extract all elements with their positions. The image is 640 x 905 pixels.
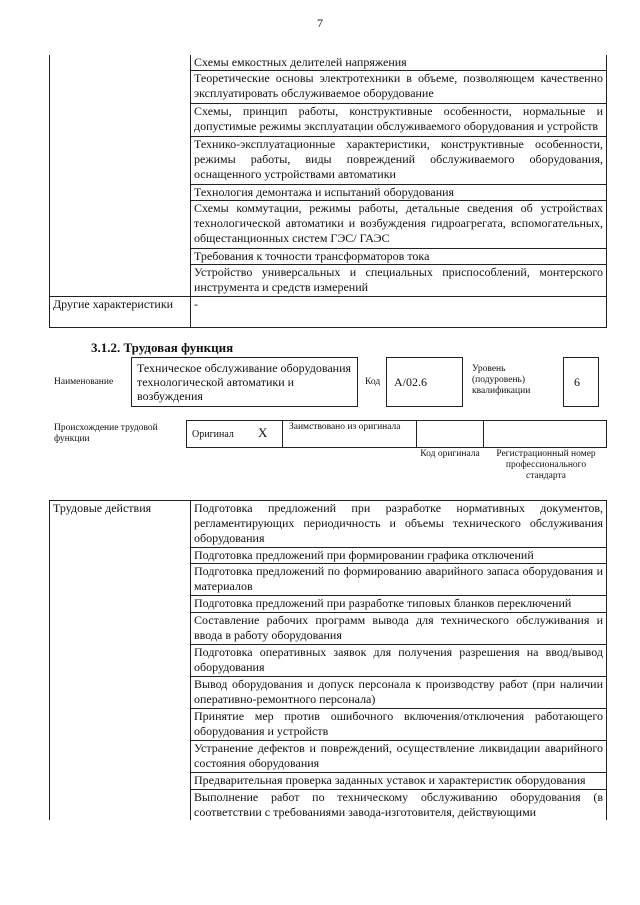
borrowed-label: Заимствовано из оригинала (289, 422, 401, 432)
knowledge-item: Технология демонтажа и испытаний оборудования (191, 185, 607, 201)
labor-action-item: Подготовка предложений при формировании графика отключений (191, 548, 607, 564)
knowledge-item: Схемы, принцип работы, конструктивные особенности, нормальные и допустимые режимы эксплуатации обслуживаемого оборудования и устройств (191, 104, 607, 137)
origin-divider (282, 420, 283, 447)
code-label: Код (365, 377, 381, 387)
page-number: 7 (317, 16, 323, 30)
knowledge-item: Схемы коммутации, режимы работы, детальные сведения об устройствах технологической автоматики и возбуждения гидроагрегата, вспомогательных, общестанционных систем ГЭС/ ГАЭС (191, 201, 607, 249)
function-name: Техническое обслуживание оборудования технологической автоматики и возбуждения (137, 361, 352, 403)
other-characteristics-label: Другие характеристики (50, 297, 191, 328)
qualification-level-label: Уровень (подуровень) квалификации (472, 364, 531, 396)
registration-number-caption: Регистрационный номер профессионального стандарта (496, 449, 596, 481)
knowledge-item: Требования к точности трансформаторов тока (191, 249, 607, 265)
labor-action-item: Подготовка предложений при разработке нормативных документов, регламентирующих периодичность и объемы технического обслуживания оборудования (191, 501, 607, 548)
origin-divider (483, 420, 484, 447)
knowledge-item: Схемы емкостных делителей напряжения (191, 55, 607, 71)
knowledge-label-cell (50, 55, 191, 297)
labor-action-item: Подготовка оперативных заявок для получения разрешения на ввод/вывод оборудования (191, 645, 607, 677)
code-original-caption: Код оригинала (420, 449, 480, 459)
table-row (50, 501, 607, 548)
origin-label: Происхождение трудовой функции (54, 423, 158, 444)
knowledge-table (49, 55, 607, 328)
qualification-level: 6 (574, 375, 580, 389)
labor-action-item: Подготовка предложений по формированию аварийного запаса оборудования и материалов (191, 564, 607, 596)
table-row (50, 55, 607, 71)
labor-action-item: Устранение дефектов и повреждений, осуществление ликвидации аварийного состояния оборудования (191, 741, 607, 773)
knowledge-item: Технико-эксплуатационные характеристики, конструктивные особенности, режимы работы, виды повреждений обслуживаемого оборудования, оснащенного устройствами автоматики (191, 137, 607, 185)
table-row (50, 297, 607, 328)
knowledge-item: Теоретические основы электротехники в объеме, позволяющем качественно эксплуатировать обслуживаемое оборудование (191, 71, 607, 104)
labor-action-item: Выполнение работ по техническому обслуживанию оборудования (в соответствии с требованиями завода-изготовителя, действующими (191, 790, 607, 821)
name-label: Наименование (54, 377, 114, 387)
original-mark: X (258, 425, 268, 440)
labor-action-item: Подготовка предложений при разработке типовых бланков переключений (191, 596, 607, 613)
original-label: Оригинал (192, 429, 234, 440)
level-box (563, 357, 599, 407)
other-characteristics-value: - (191, 297, 607, 328)
labor-action-item: Вывод оборудования и допуск персонала к производству работ (при наличии оперативно-ремонтного персонала) (191, 677, 607, 709)
origin-divider (416, 420, 417, 447)
knowledge-item: Устройство универсальных и специальных приспособлений, монтерского инструмента и средств измерений (191, 265, 607, 297)
labor-actions-table (49, 500, 607, 820)
labor-action-item: Принятие мер против ошибочного включения/отключения работающего оборудования и устройств (191, 709, 607, 741)
section-heading: 3.1.2. Трудовая функция (91, 340, 234, 355)
function-code: А/02.6 (394, 375, 427, 389)
labor-action-item: Составление рабочих программ вывода для технического обслуживания и ввода в работу оборудования (191, 613, 607, 645)
labor-actions-label: Трудовые действия (50, 501, 191, 821)
labor-action-item: Предварительная проверка заданных уставок и характеристик оборудования (191, 773, 607, 790)
